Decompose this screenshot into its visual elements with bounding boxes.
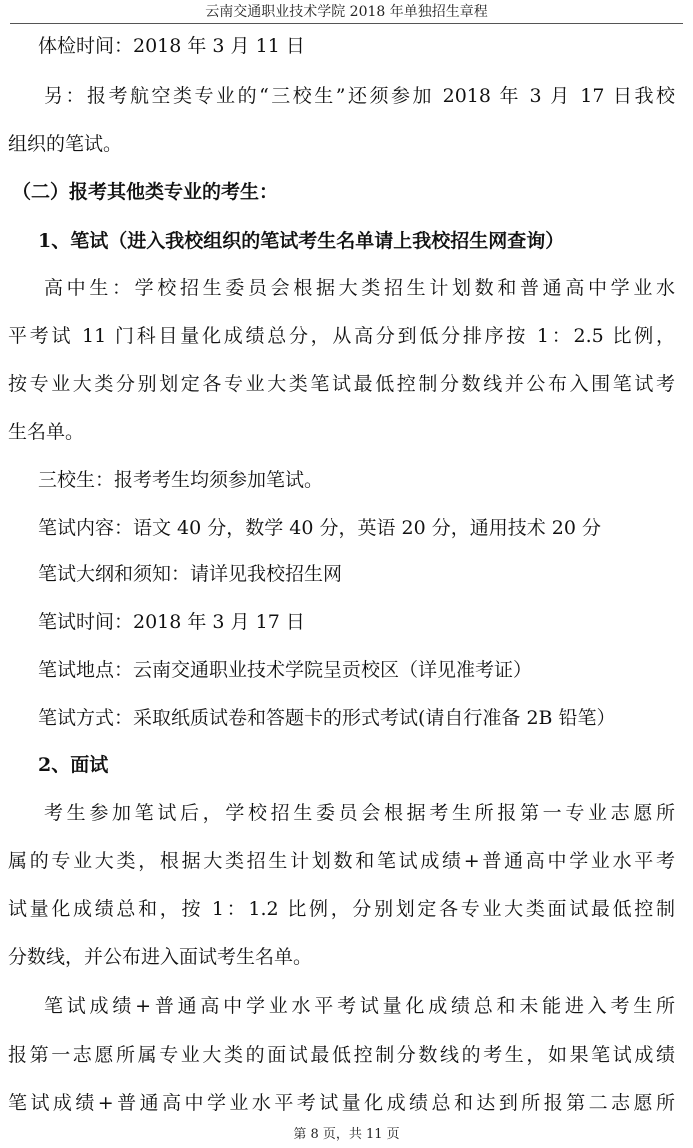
exam-location-line: 笔试地点：云南交通职业技术学院呈贡校区（详见准考证） [38, 659, 533, 681]
paragraph-line: 报第一志愿所属专业大类的面试最低控制分数线的考生，如果笔试成绩 [8, 1044, 675, 1066]
section-heading-2: （二）报考其他类专业的考生： [12, 181, 279, 203]
paragraph-line: 笔试成绩+普通高中学业水平考试量化成绩总和未能进入考生所 [44, 995, 675, 1017]
exam-outline-line: 笔试大纲和须知：请详见我校招生网 [38, 563, 343, 585]
exam-time-line: 笔试时间：2018 年 3 月 17 日 [38, 611, 305, 633]
paragraph-line: 按专业大类分别划定各专业大类笔试最低控制分数线并公布入围笔试考 [8, 373, 675, 395]
header-divider [10, 23, 683, 24]
subheading-interview: 2、面试 [38, 754, 109, 776]
exam-physical-time: 体检时间：2018 年 3 月 11 日 [38, 35, 305, 57]
paragraph-line: 另：报考航空类专业的“三校生”还须参加 2018 年 3 月 17 日我校 [44, 85, 675, 107]
paragraph-line: 属的专业大类，根据大类招生计划数和笔试成绩+普通高中学业水平考 [8, 850, 675, 872]
paragraph-line: 平考试 11 门科目量化成绩总分，从高分到低分排序按 1：2.5 比例， [8, 325, 675, 347]
paragraph-line: 笔试成绩+普通高中学业水平考试量化成绩总和达到所报第二志愿所 [8, 1092, 675, 1114]
paragraph-line: 试量化成绩总和，按 1：1.2 比例，分别划定各专业大类面试最低控制 [8, 898, 675, 920]
paragraph-line: 高中生：学校招生委员会根据大类招生计划数和普通高中学业水 [44, 277, 675, 299]
page-header: 云南交通职业技术学院 2018 年单独招生章程 [205, 4, 488, 20]
paragraph-line: 考生参加笔试后，学校招生委员会根据考生所报第一专业志愿所 [44, 802, 675, 824]
page-footer: 第 8 页，共 11 页 [293, 1127, 400, 1142]
exam-content-line: 笔试内容：语文 40 分，数学 40 分，英语 20 分，通用技术 20 分 [38, 517, 602, 539]
exam-method-line: 笔试方式：采取纸质试卷和答题卡的形式考试(请自行准备 2B 铅笔） [38, 707, 616, 729]
paragraph-line: 生名单。 [8, 421, 85, 443]
paragraph-line: 三校生：报考考生均须参加笔试。 [38, 469, 324, 491]
paragraph-line: 分数线，并公布进入面试考生名单。 [8, 946, 313, 968]
subheading-written-exam: 1、笔试（进入我校组织的笔试考生名单请上我校招生网查询） [38, 230, 565, 252]
paragraph-line: 组织的笔试。 [8, 133, 123, 155]
